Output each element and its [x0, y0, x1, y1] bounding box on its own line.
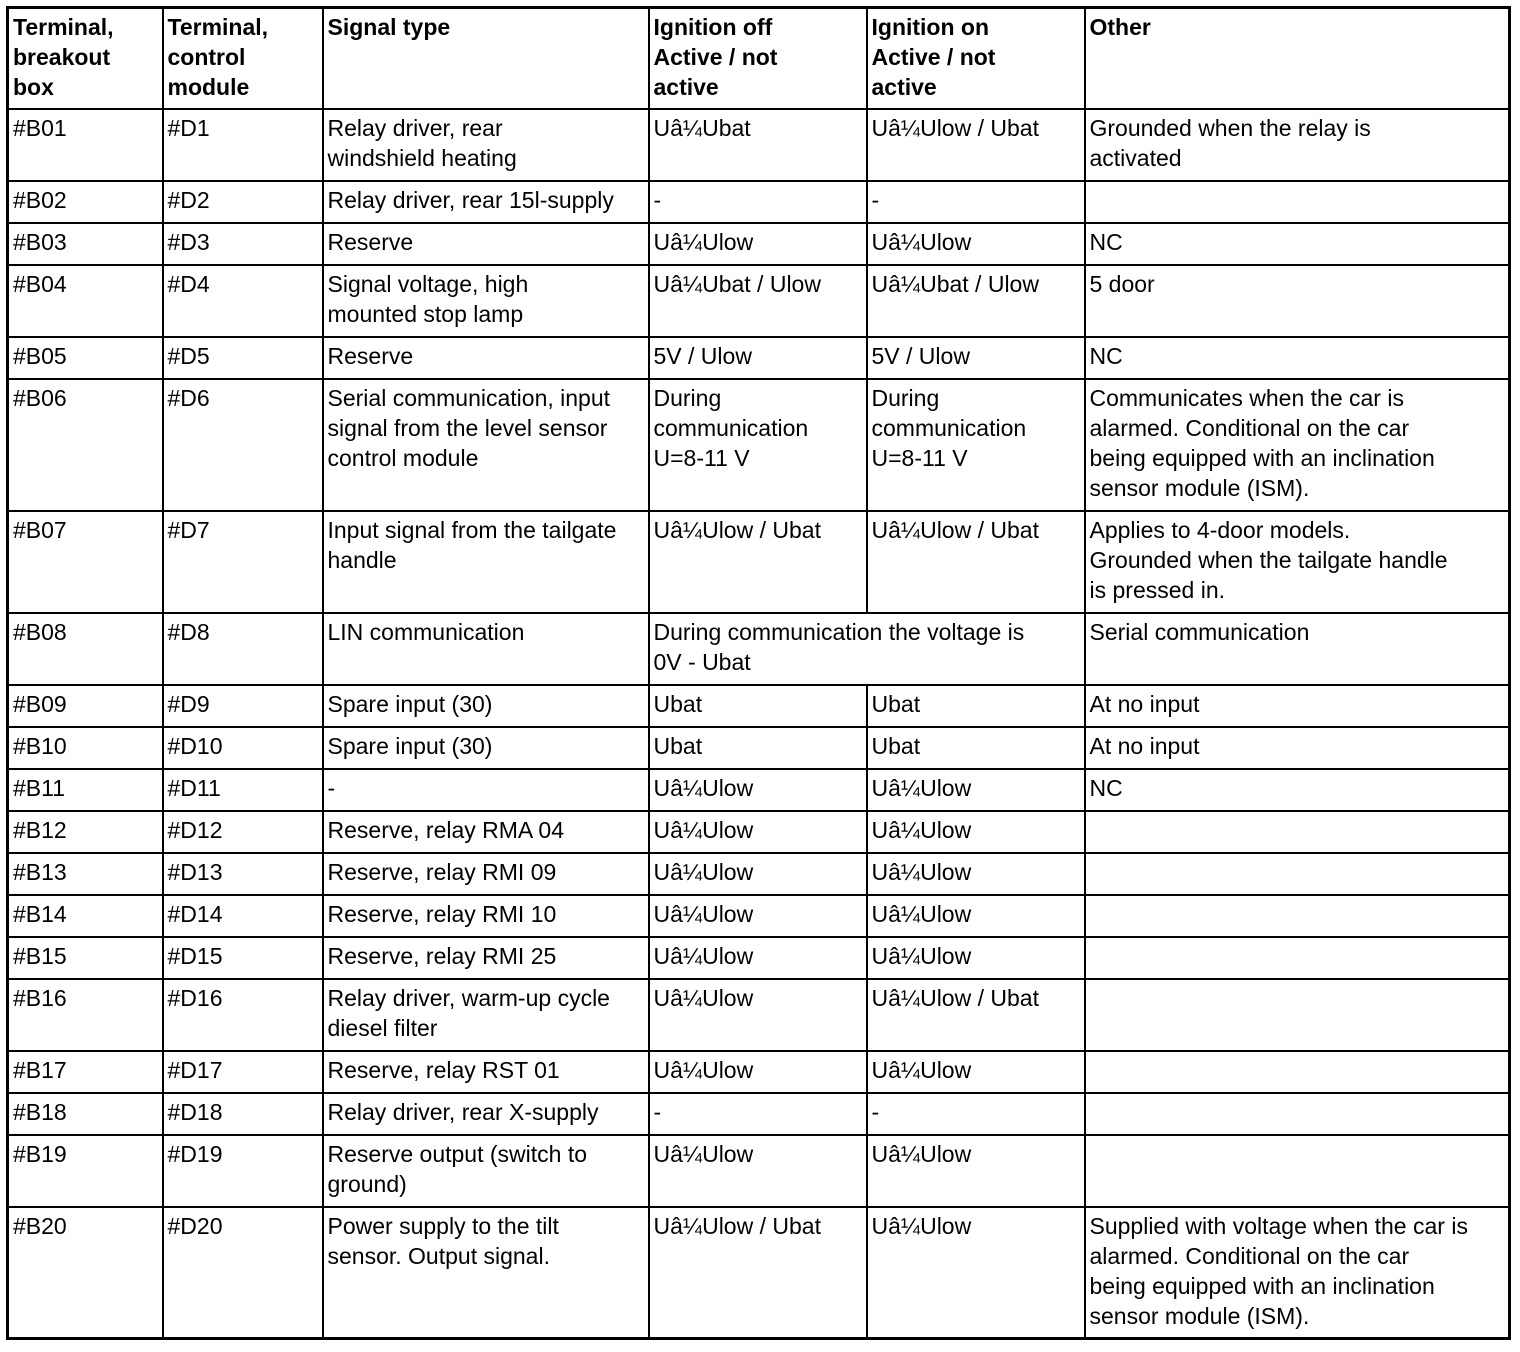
cell-signal-type: Power supply to the tilt sensor. Output signal. [323, 1207, 649, 1339]
cell-signal-type: Relay driver, warm-up cycle diesel filter [323, 979, 649, 1051]
cell-ignition-off: Uâ¼Ulow [649, 223, 867, 265]
cell-ignition-off: Uâ¼Ulow [649, 769, 867, 811]
table-body [8, 109, 1510, 1339]
cell-other: At no input [1085, 685, 1510, 727]
cell-ignition-off: Uâ¼Ubat [649, 109, 867, 181]
cell-ignition-off: 5V / Ulow [649, 337, 867, 379]
cell-signal-type: Reserve, relay RMI 09 [323, 853, 649, 895]
header-ignition-off: Ignition off Active / not active [649, 8, 867, 109]
cell-terminal-control-module: #D16 [163, 979, 323, 1051]
cell-other: 5 door [1085, 265, 1510, 337]
cell-ignition-on: During communication U=8-11 V [867, 379, 1085, 511]
cell-other [1085, 181, 1510, 223]
table-row [8, 265, 1510, 337]
header-terminal-control-module: Terminal, control module [163, 8, 323, 109]
table-row [8, 1207, 1510, 1339]
cell-terminal-control-module: #D8 [163, 613, 323, 685]
cell-signal-type: Relay driver, rear X-supply [323, 1093, 649, 1135]
cell-signal-type: Relay driver, rear 15l-supply [323, 181, 649, 223]
cell-terminal-breakout-box: #B01 [8, 109, 163, 181]
table-row [8, 181, 1510, 223]
cell-terminal-breakout-box: #B18 [8, 1093, 163, 1135]
cell-terminal-breakout-box: #B17 [8, 1051, 163, 1093]
cell-terminal-breakout-box: #B07 [8, 511, 163, 613]
cell-terminal-breakout-box: #B19 [8, 1135, 163, 1207]
cell-ignition-on: Uâ¼Ulow [867, 853, 1085, 895]
cell-terminal-breakout-box: #B06 [8, 379, 163, 511]
header-terminal-breakout-box: Terminal, breakout box [8, 8, 163, 109]
cell-terminal-breakout-box: #B05 [8, 337, 163, 379]
cell-terminal-control-module: #D11 [163, 769, 323, 811]
table-row [8, 613, 1510, 685]
cell-other: Communicates when the car is alarmed. Conditional on the car being equipped with an inclination sensor module (ISM). [1085, 379, 1510, 511]
cell-signal-type: Spare input (30) [323, 727, 649, 769]
cell-terminal-control-module: #D7 [163, 511, 323, 613]
cell-other: NC [1085, 223, 1510, 265]
cell-signal-type: Input signal from the tailgate handle [323, 511, 649, 613]
cell-ignition-on: Uâ¼Ulow [867, 811, 1085, 853]
cell-terminal-breakout-box: #B08 [8, 613, 163, 685]
table-row [8, 685, 1510, 727]
cell-ignition-on: Uâ¼Ulow [867, 895, 1085, 937]
cell-terminal-control-module: #D6 [163, 379, 323, 511]
cell-ignition-off: Uâ¼Ulow [649, 853, 867, 895]
cell-ignition-on: 5V / Ulow [867, 337, 1085, 379]
header-row [8, 8, 1510, 109]
cell-ignition-off: Uâ¼Ulow / Ubat [649, 511, 867, 613]
cell-ignition-off: Uâ¼Ulow [649, 895, 867, 937]
cell-terminal-control-module: #D14 [163, 895, 323, 937]
cell-terminal-breakout-box: #B14 [8, 895, 163, 937]
cell-other: At no input [1085, 727, 1510, 769]
cell-ignition-on: Ubat [867, 685, 1085, 727]
cell-other [1085, 895, 1510, 937]
table-row [8, 337, 1510, 379]
cell-terminal-breakout-box: #B03 [8, 223, 163, 265]
cell-terminal-control-module: #D2 [163, 181, 323, 223]
cell-terminal-breakout-box: #B20 [8, 1207, 163, 1339]
cell-ignition-off: Uâ¼Ubat / Ulow [649, 265, 867, 337]
table-row [8, 979, 1510, 1051]
cell-signal-type: LIN communication [323, 613, 649, 685]
cell-terminal-breakout-box: #B10 [8, 727, 163, 769]
cell-terminal-control-module: #D15 [163, 937, 323, 979]
table-row [8, 937, 1510, 979]
cell-other: NC [1085, 769, 1510, 811]
cell-terminal-breakout-box: #B13 [8, 853, 163, 895]
cell-signal-type: Reserve, relay RMI 25 [323, 937, 649, 979]
cell-other: Applies to 4-door models. Grounded when the tailgate handle is pressed in. [1085, 511, 1510, 613]
cell-terminal-control-module: #D1 [163, 109, 323, 181]
cell-signal-type: Reserve [323, 337, 649, 379]
cell-other: NC [1085, 337, 1510, 379]
cell-terminal-breakout-box: #B12 [8, 811, 163, 853]
cell-terminal-control-module: #D3 [163, 223, 323, 265]
table-row [8, 1051, 1510, 1093]
cell-signal-type: Reserve [323, 223, 649, 265]
cell-signal-type: - [323, 769, 649, 811]
cell-terminal-control-module: #D20 [163, 1207, 323, 1339]
cell-terminal-control-module: #D10 [163, 727, 323, 769]
cell-signal-type: Spare input (30) [323, 685, 649, 727]
cell-signal-type: Reserve, relay RST 01 [323, 1051, 649, 1093]
cell-other [1085, 853, 1510, 895]
cell-other: Grounded when the relay is activated [1085, 109, 1510, 181]
cell-signal-type: Reserve, relay RMA 04 [323, 811, 649, 853]
table-row [8, 223, 1510, 265]
cell-ignition-on: Uâ¼Ulow / Ubat [867, 109, 1085, 181]
table-row [8, 109, 1510, 181]
cell-terminal-control-module: #D9 [163, 685, 323, 727]
cell-ignition-off: Uâ¼Ulow [649, 937, 867, 979]
table-row [8, 1135, 1510, 1207]
cell-terminal-breakout-box: #B02 [8, 181, 163, 223]
cell-ignition-on: - [867, 181, 1085, 223]
cell-ignition-off: Ubat [649, 727, 867, 769]
cell-terminal-control-module: #D4 [163, 265, 323, 337]
cell-terminal-breakout-box: #B11 [8, 769, 163, 811]
cell-signal-type: Signal voltage, high mounted stop lamp [323, 265, 649, 337]
cell-other: Serial communication [1085, 613, 1510, 685]
header-other: Other [1085, 8, 1510, 109]
cell-terminal-control-module: #D5 [163, 337, 323, 379]
cell-ignition-off-on-merged: During communication the voltage is 0V - Ubat [649, 613, 1085, 685]
cell-ignition-off: Ubat [649, 685, 867, 727]
cell-ignition-off: Uâ¼Ulow [649, 979, 867, 1051]
cell-ignition-on: Uâ¼Ulow [867, 1207, 1085, 1339]
terminal-table [6, 6, 1511, 1340]
table-row [8, 769, 1510, 811]
cell-signal-type: Reserve, relay RMI 10 [323, 895, 649, 937]
cell-other [1085, 937, 1510, 979]
cell-ignition-off: Uâ¼Ulow [649, 1135, 867, 1207]
cell-other [1085, 1093, 1510, 1135]
cell-ignition-on: Uâ¼Ubat / Ulow [867, 265, 1085, 337]
cell-ignition-off: Uâ¼Ulow / Ubat [649, 1207, 867, 1339]
table-row [8, 727, 1510, 769]
cell-ignition-on: Uâ¼Ulow / Ubat [867, 511, 1085, 613]
cell-terminal-breakout-box: #B09 [8, 685, 163, 727]
cell-ignition-on: Uâ¼Ulow [867, 937, 1085, 979]
cell-ignition-on: Uâ¼Ulow [867, 1051, 1085, 1093]
table-row [8, 811, 1510, 853]
cell-terminal-control-module: #D19 [163, 1135, 323, 1207]
table-row [8, 895, 1510, 937]
cell-terminal-breakout-box: #B04 [8, 265, 163, 337]
table-row [8, 511, 1510, 613]
cell-ignition-off: - [649, 1093, 867, 1135]
cell-ignition-on: Uâ¼Ulow [867, 769, 1085, 811]
cell-terminal-breakout-box: #B16 [8, 979, 163, 1051]
cell-other [1085, 1135, 1510, 1207]
cell-signal-type: Relay driver, rear windshield heating [323, 109, 649, 181]
cell-ignition-off: - [649, 181, 867, 223]
cell-other [1085, 1051, 1510, 1093]
table-row [8, 1093, 1510, 1135]
cell-terminal-control-module: #D12 [163, 811, 323, 853]
cell-ignition-on: - [867, 1093, 1085, 1135]
cell-other [1085, 979, 1510, 1051]
cell-ignition-off: Uâ¼Ulow [649, 811, 867, 853]
cell-ignition-off: Uâ¼Ulow [649, 1051, 867, 1093]
header-signal-type: Signal type [323, 8, 649, 109]
cell-ignition-off: During communication U=8-11 V [649, 379, 867, 511]
cell-signal-type: Reserve output (switch to ground) [323, 1135, 649, 1207]
cell-ignition-on: Uâ¼Ulow / Ubat [867, 979, 1085, 1051]
table-row [8, 379, 1510, 511]
cell-ignition-on: Uâ¼Ulow [867, 1135, 1085, 1207]
cell-signal-type: Serial communication, input signal from the level sensor control module [323, 379, 649, 511]
header-ignition-on: Ignition on Active / not active [867, 8, 1085, 109]
cell-ignition-on: Uâ¼Ulow [867, 223, 1085, 265]
cell-terminal-breakout-box: #B15 [8, 937, 163, 979]
cell-terminal-control-module: #D13 [163, 853, 323, 895]
table-row [8, 853, 1510, 895]
cell-other: Supplied with voltage when the car is alarmed. Conditional on the car being equipped with an inclination sensor module (ISM). [1085, 1207, 1510, 1339]
cell-ignition-on: Ubat [867, 727, 1085, 769]
cell-other [1085, 811, 1510, 853]
cell-terminal-control-module: #D18 [163, 1093, 323, 1135]
cell-terminal-control-module: #D17 [163, 1051, 323, 1093]
